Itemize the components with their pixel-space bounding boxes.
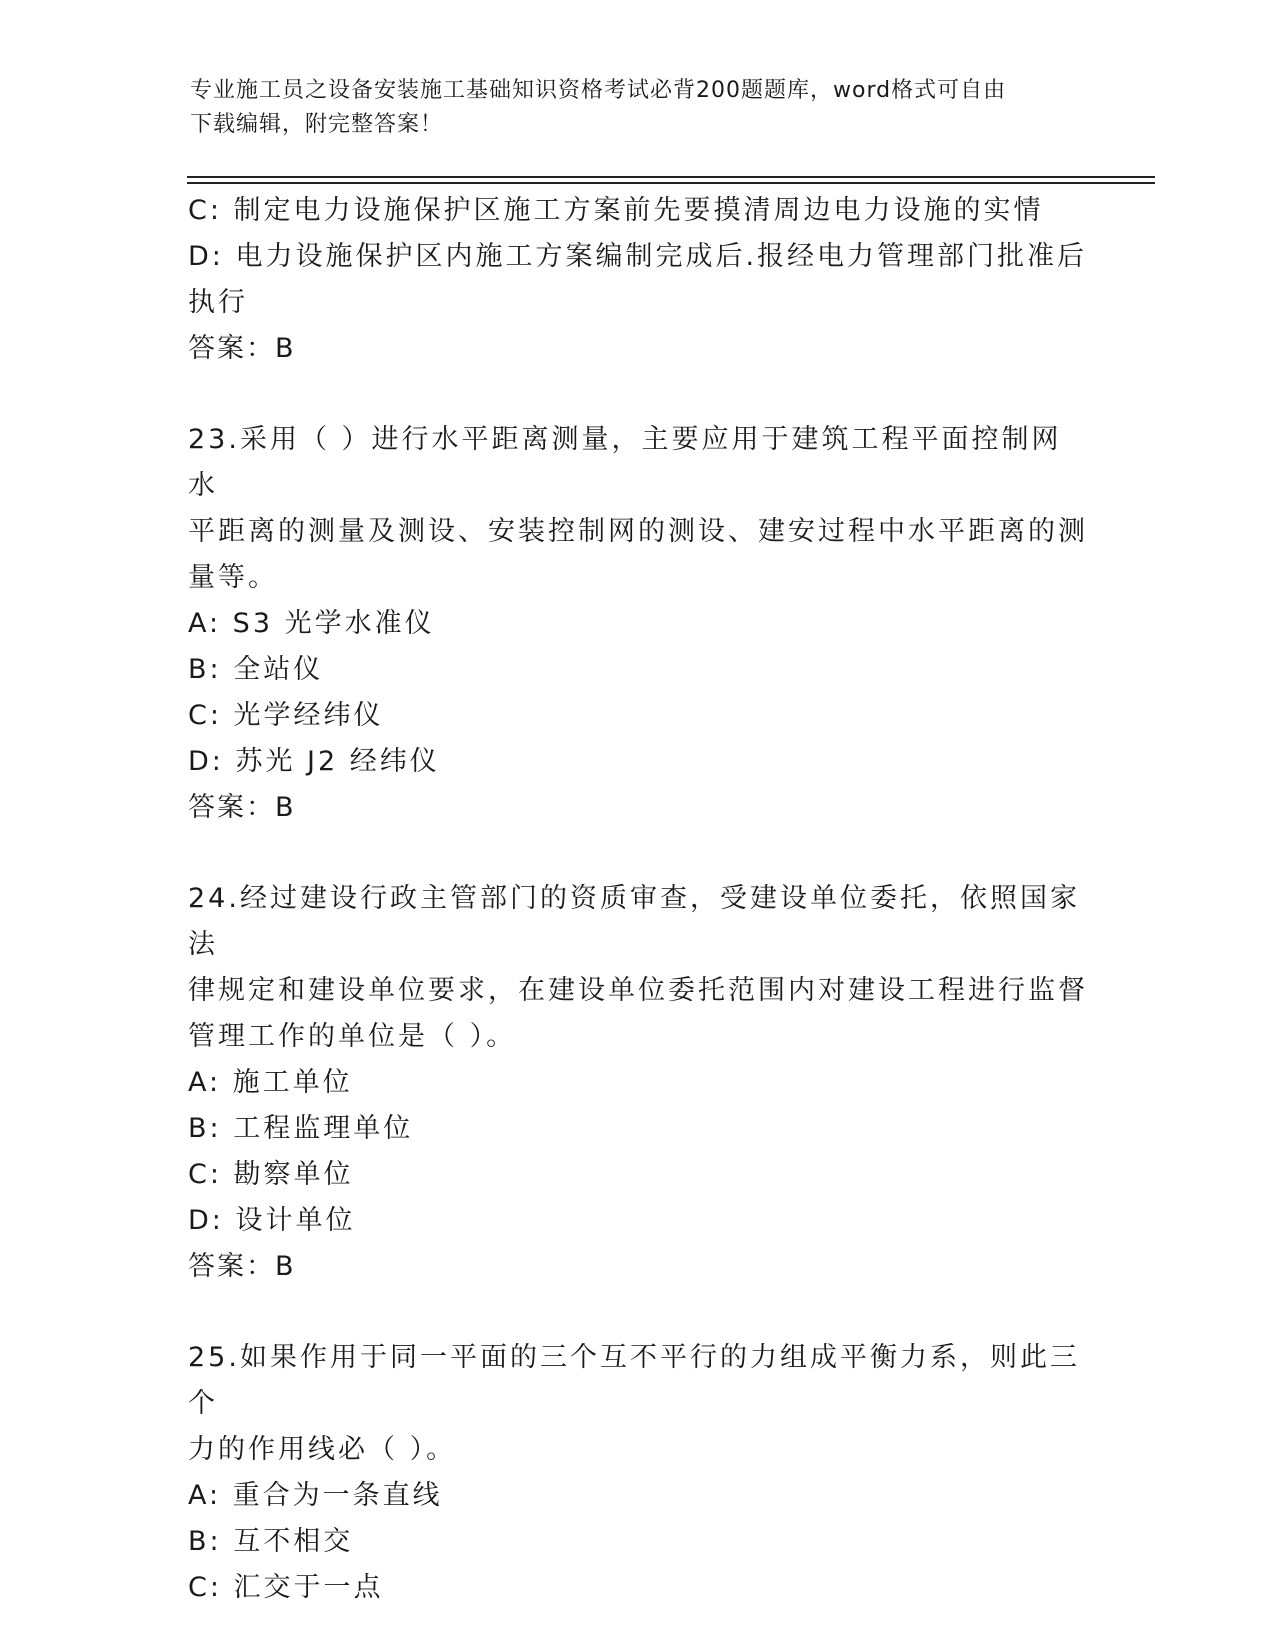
option-a: A: S3 光学水准仪 <box>188 608 435 639</box>
answer-line: 答案：B <box>188 1251 296 1282</box>
option-d-continued: 执行 <box>188 287 248 318</box>
question-stem-line-2: 平距离的测量及测设、安装控制网的测设、建安过程中水平距离的测 <box>188 516 1088 547</box>
header-divider-bottom <box>187 182 1155 184</box>
document-header <box>190 74 1070 142</box>
question-content <box>188 188 1088 1611</box>
option-c: C: 勘察单位 <box>188 1159 354 1190</box>
option-a: A: 施工单位 <box>188 1067 353 1098</box>
option-c: C: 制定电力设施保护区施工方案前先要摸清周边电力设施的实情 <box>188 195 1044 226</box>
answer-line: 答案：B <box>188 792 296 823</box>
header-title-line-1: 专业施工员之设备安装施工基础知识资格考试必背200题题库，word格式可自由 <box>190 78 1007 103</box>
question-stem-line-1: 25.如果作用于同一平面的三个互不平行的力组成平衡力系，则此三个 <box>188 1342 1080 1419</box>
option-d: D: 苏光 J2 经纬仪 <box>188 746 440 777</box>
spacer <box>188 831 1088 876</box>
answer-line: 答案：B <box>188 333 296 364</box>
question-25 <box>188 1335 1088 1611</box>
question-stem-line-1: 23.采用（ ）进行水平距离测量，主要应用于建筑工程平面控制网水 <box>188 424 1062 501</box>
option-d: D: 设计单位 <box>188 1205 356 1236</box>
header-divider-top <box>187 176 1155 178</box>
question-stem-line-3: 管理工作的单位是（ ）。 <box>188 1021 517 1052</box>
spacer <box>188 372 1088 417</box>
option-a: A: 重合为一条直线 <box>188 1480 443 1511</box>
option-b: B: 全站仪 <box>188 654 324 685</box>
option-c: C: 光学经纬仪 <box>188 700 384 731</box>
question-stem-line-2: 力的作用线必（ ）。 <box>188 1434 457 1465</box>
question-stem-line-1: 24.经过建设行政主管部门的资质审查，受建设单位委托，依照国家法 <box>188 883 1080 960</box>
option-d: D: 电力设施保护区内施工方案编制完成后.报经电力管理部门批准后 <box>188 241 1088 272</box>
question-stem-line-3: 量等。 <box>188 562 278 593</box>
option-b: B: 互不相交 <box>188 1526 354 1557</box>
option-b: B: 工程监理单位 <box>188 1113 414 1144</box>
header-title-line-2: 下载编辑，附完整答案！ <box>190 112 444 137</box>
question-24 <box>188 876 1088 1290</box>
question-stem-line-2: 律规定和建设单位要求，在建设单位委托范围内对建设工程进行监督 <box>188 975 1088 1006</box>
question-23 <box>188 417 1088 831</box>
spacer <box>188 1290 1088 1335</box>
question-22-continued <box>188 188 1088 372</box>
option-c: C: 汇交于一点 <box>188 1572 384 1603</box>
